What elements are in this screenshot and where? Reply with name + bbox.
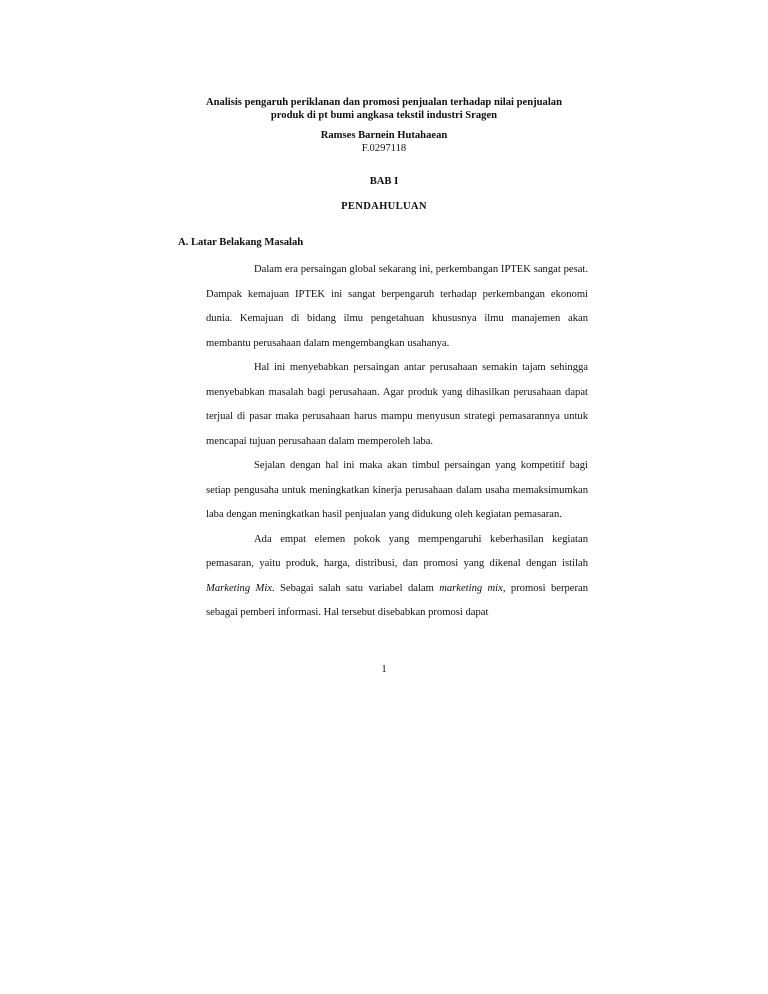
document-title (150, 97, 618, 122)
paragraph-4 (206, 528, 588, 626)
paragraph-4-text-3: , promosi berperan sebagai pemberi informasi. Hal tersebut disebabkan promosi dapat (206, 582, 588, 618)
paragraph-1: Dalam era persaingan global sekarang ini, perkembangan IPTEK sangat pesat. Dampak kemajuan IPTEK ini sangat berpengaruh terhadap perkembangan ekonomi dunia. Kemajuan di bidang ilmu pengetahuan khususnya ilmu manajemen akan membantu perusahaan dalam mengembangkan usahanya. (206, 264, 588, 349)
chapter-label: BAB I (369, 176, 399, 187)
paragraph-4-term-2: marketing mix (439, 582, 503, 594)
title-line-1: Analisis pengaruh periklanan dan promosi penjualan terhadap nilai penjualan (206, 97, 562, 108)
paragraph-4-term-1: Marketing Mix (206, 582, 272, 594)
paragraph-4-text-2: . Sebagai salah satu variabel dalam (271, 582, 440, 594)
paragraph-2: Hal ini menyebabkan persaingan antar perusahaan semakin tajam sehingga menyebabkan masalah bagi perusahaan. Agar produk yang dihasilkan perusahaan dapat terjual di pasar maka perusahaan harus mampu menyusun strategi pemasarannya untuk mencapai tujuan perusahaan dalam memperoleh laba. (206, 362, 588, 447)
paragraph-3: Sejalan dengan hal ini maka akan timbul persaingan yang kompetitif bagi setiap pengusaha untuk meningkatkan kinerja perusahaan dalam usaha memaksimumkan laba dengan meningkatkan hasil penjualan yang didukung oleh kegiatan pemasaran. (206, 460, 588, 520)
author-name: Ramses Barnein Hutahaean (320, 130, 448, 141)
section-heading: A. Latar Belakang Masalah (178, 237, 304, 248)
page-number: 1 (381, 664, 387, 675)
paragraph-4-text-1: Ada empat elemen pokok yang mempengaruhi keberhasilan kegiatan pemasaran, yaitu produk, harga, distribusi, dan promosi yang dikenal dengan istilah (206, 533, 588, 569)
chapter-title: PENDAHULUAN (341, 201, 427, 212)
body-text (206, 258, 588, 626)
title-line-2: produk di pt bumi angkasa tekstil industri Sragen (270, 109, 498, 121)
author-id: F.0297118 (361, 142, 407, 154)
author-block (150, 130, 618, 155)
